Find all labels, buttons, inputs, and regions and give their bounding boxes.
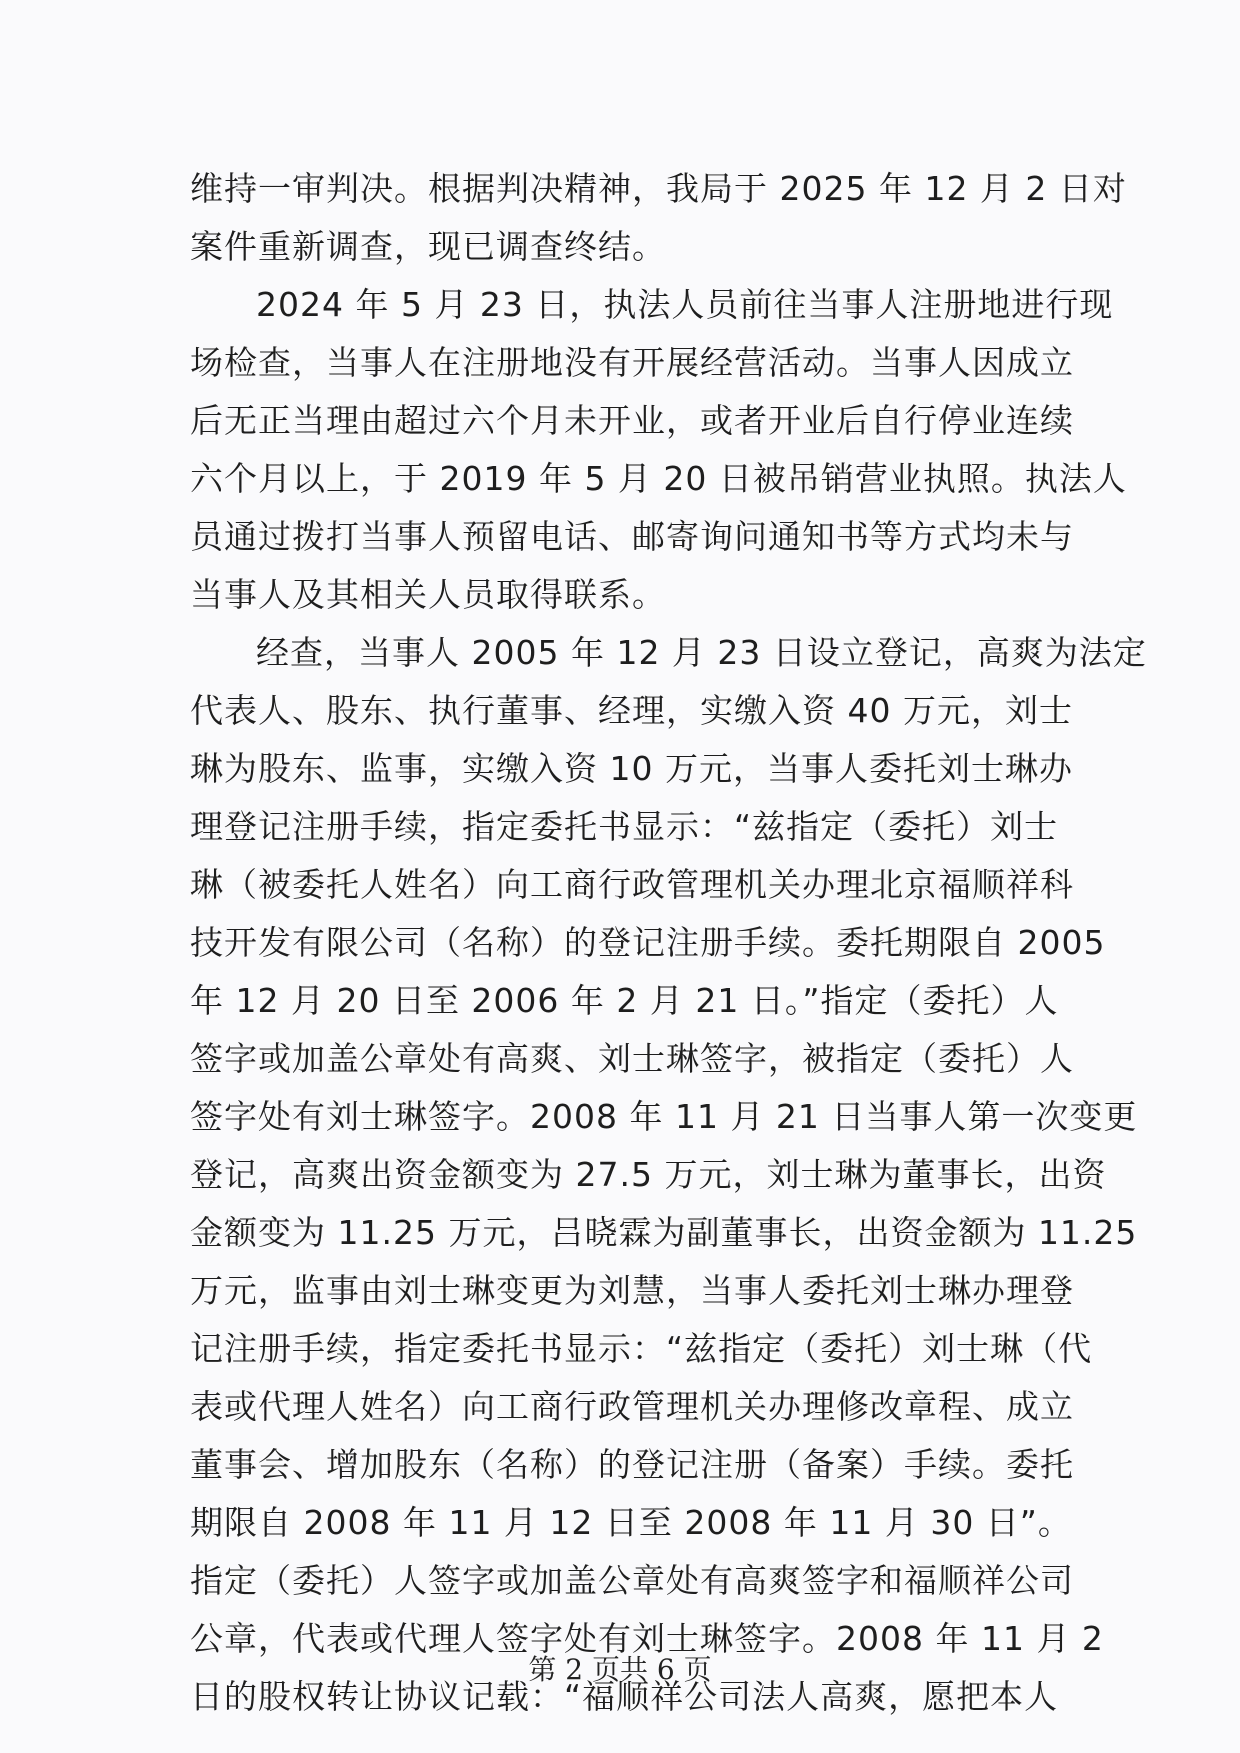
text-line: 场检查，当事人在注册地没有开展经营活动。当事人因成立 bbox=[190, 343, 1074, 382]
text-line: 签字或加盖公章处有高爽、刘士琳签字，被指定（委托）人 bbox=[190, 1039, 1074, 1078]
text-line: 经查，当事人 2005 年 12 月 23 日设立登记，高爽为法定 bbox=[256, 633, 1147, 672]
text-line: 指定（委托）人签字或加盖公章处有高爽签字和福顺祥公司 bbox=[190, 1561, 1074, 1600]
text-line: 记注册手续，指定委托书显示：“兹指定（委托）刘士琳（代 bbox=[190, 1329, 1093, 1368]
text-line: 表或代理人姓名）向工商行政管理机关办理修改章程、成立 bbox=[190, 1387, 1074, 1426]
text-line: 当事人及其相关人员取得联系。 bbox=[190, 575, 666, 614]
text-line: 年 12 月 20 日至 2006 年 2 月 21 日。”指定（委托）人 bbox=[190, 981, 1059, 1020]
text-line: 员通过拨打当事人预留电话、邮寄询问通知书等方式均未与 bbox=[190, 517, 1074, 556]
text-line: 2024 年 5 月 23 日，执法人员前往当事人注册地进行现 bbox=[256, 285, 1114, 324]
text-line: 六个月以上，于 2019 年 5 月 20 日被吊销营业执照。执法人 bbox=[190, 459, 1127, 498]
paragraph bbox=[190, 276, 1127, 624]
text-line: 琳为股东、监事，实缴入资 10 万元，当事人委托刘士琳办 bbox=[190, 749, 1073, 788]
text-line: 技开发有限公司（名称）的登记注册手续。委托期限自 2005 bbox=[190, 923, 1106, 962]
text-line: 琳（被委托人姓名）向工商行政管理机关办理北京福顺祥科 bbox=[190, 865, 1074, 904]
text-line: 公章，代表或代理人签字处有刘士琳签字。2008 年 11 月 2 bbox=[190, 1619, 1104, 1658]
text-line: 案件重新调查，现已调查终结。 bbox=[190, 227, 666, 266]
text-line: 金额变为 11.25 万元，吕晓霖为副董事长，出资金额为 11.25 bbox=[190, 1213, 1138, 1252]
text-line: 代表人、股东、执行董事、经理，实缴入资 40 万元，刘士 bbox=[190, 691, 1073, 730]
text-line: 期限自 2008 年 11 月 12 日至 2008 年 11 月 30 日”。 bbox=[190, 1503, 1072, 1542]
text-line: 登记，高爽出资金额变为 27.5 万元，刘士琳为董事长，出资 bbox=[190, 1155, 1107, 1194]
text-line: 维持一审判决。根据判决精神，我局于 2025 年 12 月 2 日对 bbox=[190, 169, 1127, 208]
paragraph bbox=[190, 624, 1147, 1726]
text-line: 后无正当理由超过六个月未开业，或者开业后自行停业连续 bbox=[190, 401, 1074, 440]
body-text bbox=[190, 160, 1147, 1726]
text-line: 董事会、增加股东（名称）的登记注册（备案）手续。委托 bbox=[190, 1445, 1074, 1484]
page-footer: 第 2 页共 6 页 bbox=[528, 1653, 712, 1686]
text-line: 签字处有刘士琳签字。2008 年 11 月 21 日当事人第一次变更 bbox=[190, 1097, 1138, 1136]
text-line: 理登记注册手续，指定委托书显示：“兹指定（委托）刘士 bbox=[190, 807, 1059, 846]
paragraph bbox=[190, 160, 1127, 276]
text-line: 日的股权转让协议记载：“福顺祥公司法人高爽，愿把本人 bbox=[190, 1677, 1059, 1716]
text-line: 万元，监事由刘士琳变更为刘慧，当事人委托刘士琳办理登 bbox=[190, 1271, 1074, 1310]
